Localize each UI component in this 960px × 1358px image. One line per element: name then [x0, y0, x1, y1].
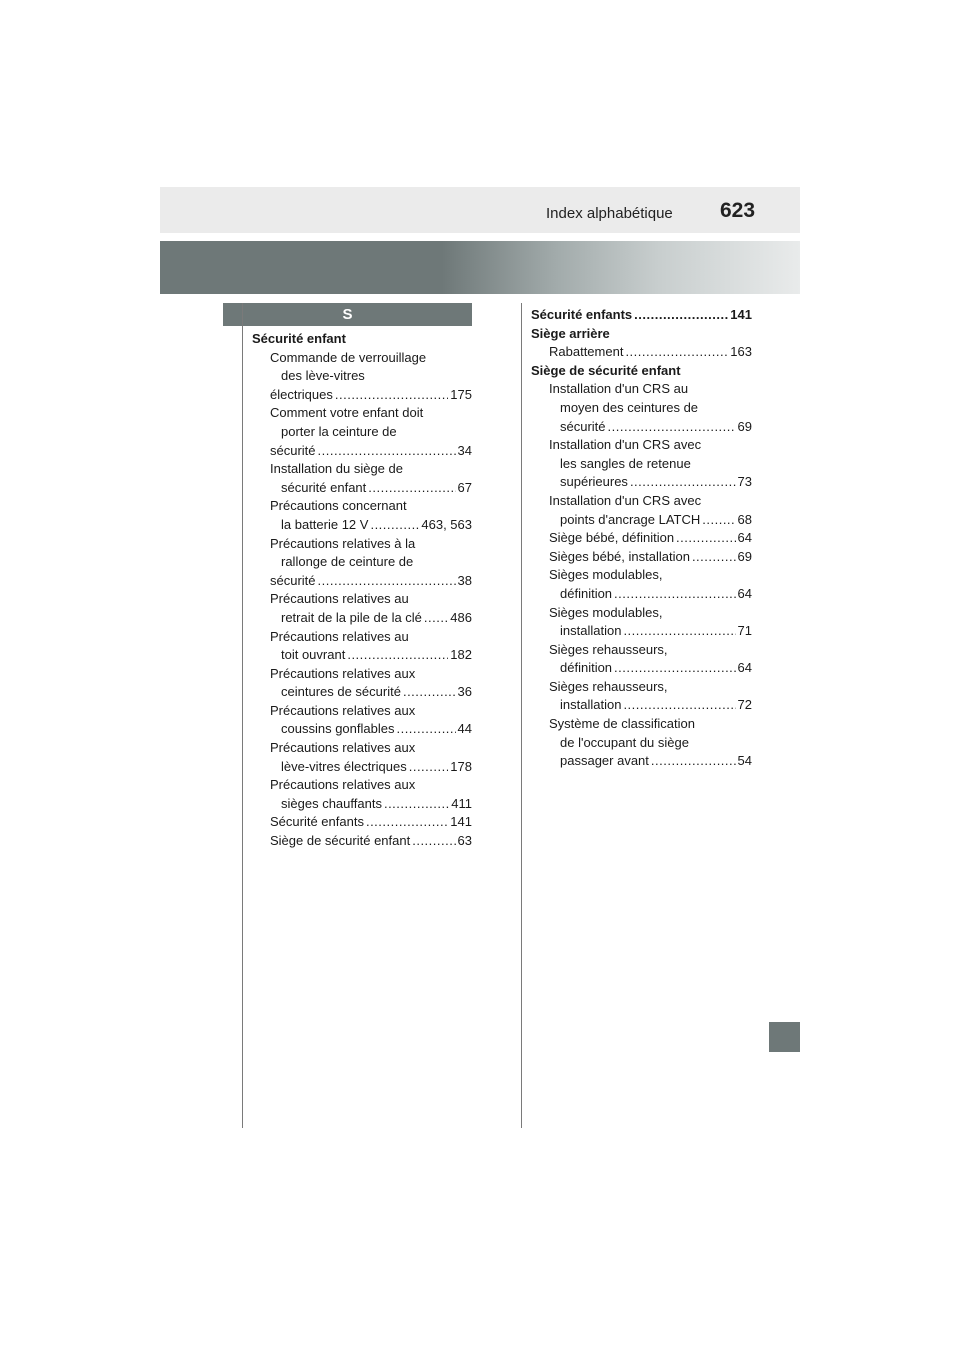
- index-entry: [252, 516, 472, 535]
- index-subentry: Précautions relatives aux: [270, 777, 416, 793]
- page-reference: 38: [457, 572, 472, 588]
- dot-leader: [403, 683, 456, 702]
- index-subentry: Système de classification: [549, 716, 695, 732]
- entry-text: électriques: [270, 386, 333, 402]
- index-entry: [252, 572, 472, 591]
- index-entry: [252, 813, 472, 832]
- index-column-left: [252, 330, 472, 851]
- page-reference: 64: [737, 660, 752, 676]
- index-subentry: Installation du siège de: [270, 461, 403, 477]
- dot-leader: [409, 758, 449, 777]
- dot-leader: [424, 609, 448, 628]
- page-reference: 73: [737, 474, 752, 490]
- entry-text: lève-vitres électriques: [281, 758, 407, 774]
- index-entry: [531, 622, 752, 641]
- dot-leader: [651, 752, 736, 771]
- index-heading: Sécurité enfant: [252, 331, 346, 346]
- index-entry: [531, 752, 752, 771]
- index-entry: [531, 696, 752, 715]
- column-divider-left: [242, 303, 243, 1128]
- entry-text: toit ouvrant: [281, 647, 346, 663]
- entry-text: installation: [560, 623, 622, 639]
- entry-text: sécurité: [270, 572, 316, 588]
- index-subentry: Sièges rehausseurs,: [549, 641, 668, 657]
- page-reference: 67: [457, 479, 472, 495]
- dot-leader: [614, 659, 735, 678]
- dot-leader: [702, 511, 735, 530]
- entry-text: supérieures: [560, 474, 628, 490]
- index-entry: [252, 442, 472, 461]
- page-number: 623: [720, 199, 756, 222]
- index-subentry: Sièges modulables,: [549, 567, 663, 583]
- index-subentry: les sangles de retenue: [560, 455, 691, 471]
- index-entry: [531, 659, 752, 678]
- index-entry: [252, 683, 472, 702]
- entry-text: Sécurité enfants: [531, 307, 633, 322]
- page-reference: 182: [450, 647, 472, 663]
- entry-text: sécurité: [560, 418, 606, 434]
- index-subentry: Précautions relatives au: [270, 591, 409, 607]
- page-reference: 163: [730, 344, 752, 360]
- entry-text: ceintures de sécurité: [281, 684, 401, 700]
- index-subentry: Précautions concernant: [270, 498, 407, 514]
- index-subentry: Précautions relatives aux: [270, 740, 416, 756]
- entry-text: Siège de sécurité enfant: [270, 833, 411, 849]
- entry-text: Sièges bébé, installation: [549, 548, 690, 564]
- entry-text: Sécurité enfants: [270, 814, 364, 830]
- dot-leader: [676, 529, 735, 548]
- page-reference: 175: [450, 386, 472, 402]
- index-subentry: Précautions relatives aux: [270, 702, 416, 718]
- index-subentry: Précautions relatives à la: [270, 535, 416, 551]
- entry-text: passager avant: [560, 753, 649, 769]
- page-reference: 34: [457, 442, 472, 458]
- entry-text: installation: [560, 697, 622, 713]
- page-reference: 36: [457, 684, 472, 700]
- dot-leader: [368, 479, 455, 498]
- index-entry: [252, 720, 472, 739]
- column-divider-right: [521, 303, 522, 1128]
- index-entry: [252, 795, 472, 814]
- index-entry: [531, 585, 752, 604]
- index-entry: [252, 479, 472, 498]
- thumb-index-tab: [769, 1022, 800, 1052]
- index-entry: [252, 646, 472, 665]
- index-subentry: moyen des ceintures de: [560, 399, 699, 415]
- section-title: Index alphabétique: [546, 205, 673, 222]
- entry-text: la batterie 12 V: [281, 516, 369, 532]
- index-subentry: porter la ceinture de: [281, 423, 397, 439]
- index-subentry: Comment votre enfant doit: [270, 405, 424, 421]
- dot-leader: [384, 795, 449, 814]
- header-band: [160, 187, 800, 233]
- dot-leader: [623, 622, 735, 641]
- index-subentry: rallonge de ceinture de: [281, 554, 414, 570]
- index-heading: Siège arrière: [531, 325, 610, 341]
- index-subentry: Commande de verrouillage: [270, 349, 427, 365]
- page-reference: 486: [450, 609, 472, 625]
- index-entry: [252, 758, 472, 777]
- index-column-right: [531, 306, 752, 771]
- decorative-gradient-bar: [160, 241, 800, 294]
- dot-leader: [370, 516, 419, 535]
- page-reference: 463, 563: [421, 516, 472, 532]
- index-subentry: Installation d'un CRS au: [549, 381, 689, 397]
- entry-text: définition: [560, 660, 613, 676]
- dot-leader: [634, 306, 728, 325]
- index-subentry: Installation d'un CRS avec: [549, 437, 702, 453]
- entry-text: Siège bébé, définition: [549, 530, 675, 546]
- entry-text: points d'ancrage LATCH: [560, 511, 701, 527]
- index-subentry: des lève-vitres: [281, 368, 365, 384]
- dot-leader: [366, 813, 448, 832]
- dot-leader: [630, 473, 736, 492]
- dot-leader: [692, 548, 736, 567]
- page-reference: 63: [457, 833, 472, 849]
- index-entry: [531, 511, 752, 530]
- page-reference: 72: [737, 697, 752, 713]
- index-entry: [252, 386, 472, 405]
- index-entry: [531, 343, 752, 362]
- index-heading: Siège de sécurité enfant: [531, 362, 681, 378]
- page-reference: 44: [457, 721, 472, 737]
- dot-leader: [347, 646, 448, 665]
- entry-text: définition: [560, 585, 613, 601]
- entry-text: retrait de la pile de la clé: [281, 609, 422, 625]
- page-reference: 54: [737, 753, 752, 769]
- index-entry: [531, 529, 752, 548]
- dot-leader: [608, 418, 736, 437]
- index-subentry: Installation d'un CRS avec: [549, 492, 702, 508]
- dot-leader: [318, 442, 456, 461]
- entry-text: sièges chauffants: [281, 795, 382, 811]
- page-reference: 178: [450, 758, 472, 774]
- page-reference: 64: [737, 585, 752, 601]
- page-reference: 69: [737, 418, 752, 434]
- index-subentry: Précautions relatives aux: [270, 665, 416, 681]
- entry-text: coussins gonflables: [281, 721, 395, 737]
- page-reference: 141: [450, 814, 472, 830]
- index-entry: [252, 832, 472, 851]
- index-entry: [531, 548, 752, 567]
- index-subentry: de l'occupant du siège: [560, 734, 689, 750]
- index-entry: [252, 609, 472, 628]
- index-entry: [531, 306, 752, 325]
- entry-text: sécurité enfant: [281, 479, 367, 495]
- dot-leader: [396, 720, 455, 739]
- index-letter-header: S: [223, 303, 472, 326]
- dot-leader: [318, 572, 456, 591]
- index-subentry: Sièges rehausseurs,: [549, 678, 668, 694]
- index-entry: [531, 473, 752, 492]
- index-entry: [531, 418, 752, 437]
- dot-leader: [625, 343, 728, 362]
- page-reference: 141: [730, 307, 752, 322]
- dot-leader: [412, 832, 455, 851]
- entry-text: sécurité: [270, 442, 316, 458]
- dot-leader: [614, 585, 735, 604]
- index-subentry: Précautions relatives au: [270, 628, 409, 644]
- page-reference: 69: [737, 548, 752, 564]
- dot-leader: [335, 386, 448, 405]
- page-reference: 64: [737, 530, 752, 546]
- index-subentry: Sièges modulables,: [549, 604, 663, 620]
- page-reference: 71: [737, 623, 752, 639]
- page-reference: 68: [737, 511, 752, 527]
- dot-leader: [623, 696, 735, 715]
- page-reference: 411: [451, 795, 472, 811]
- entry-text: Rabattement: [549, 344, 624, 360]
